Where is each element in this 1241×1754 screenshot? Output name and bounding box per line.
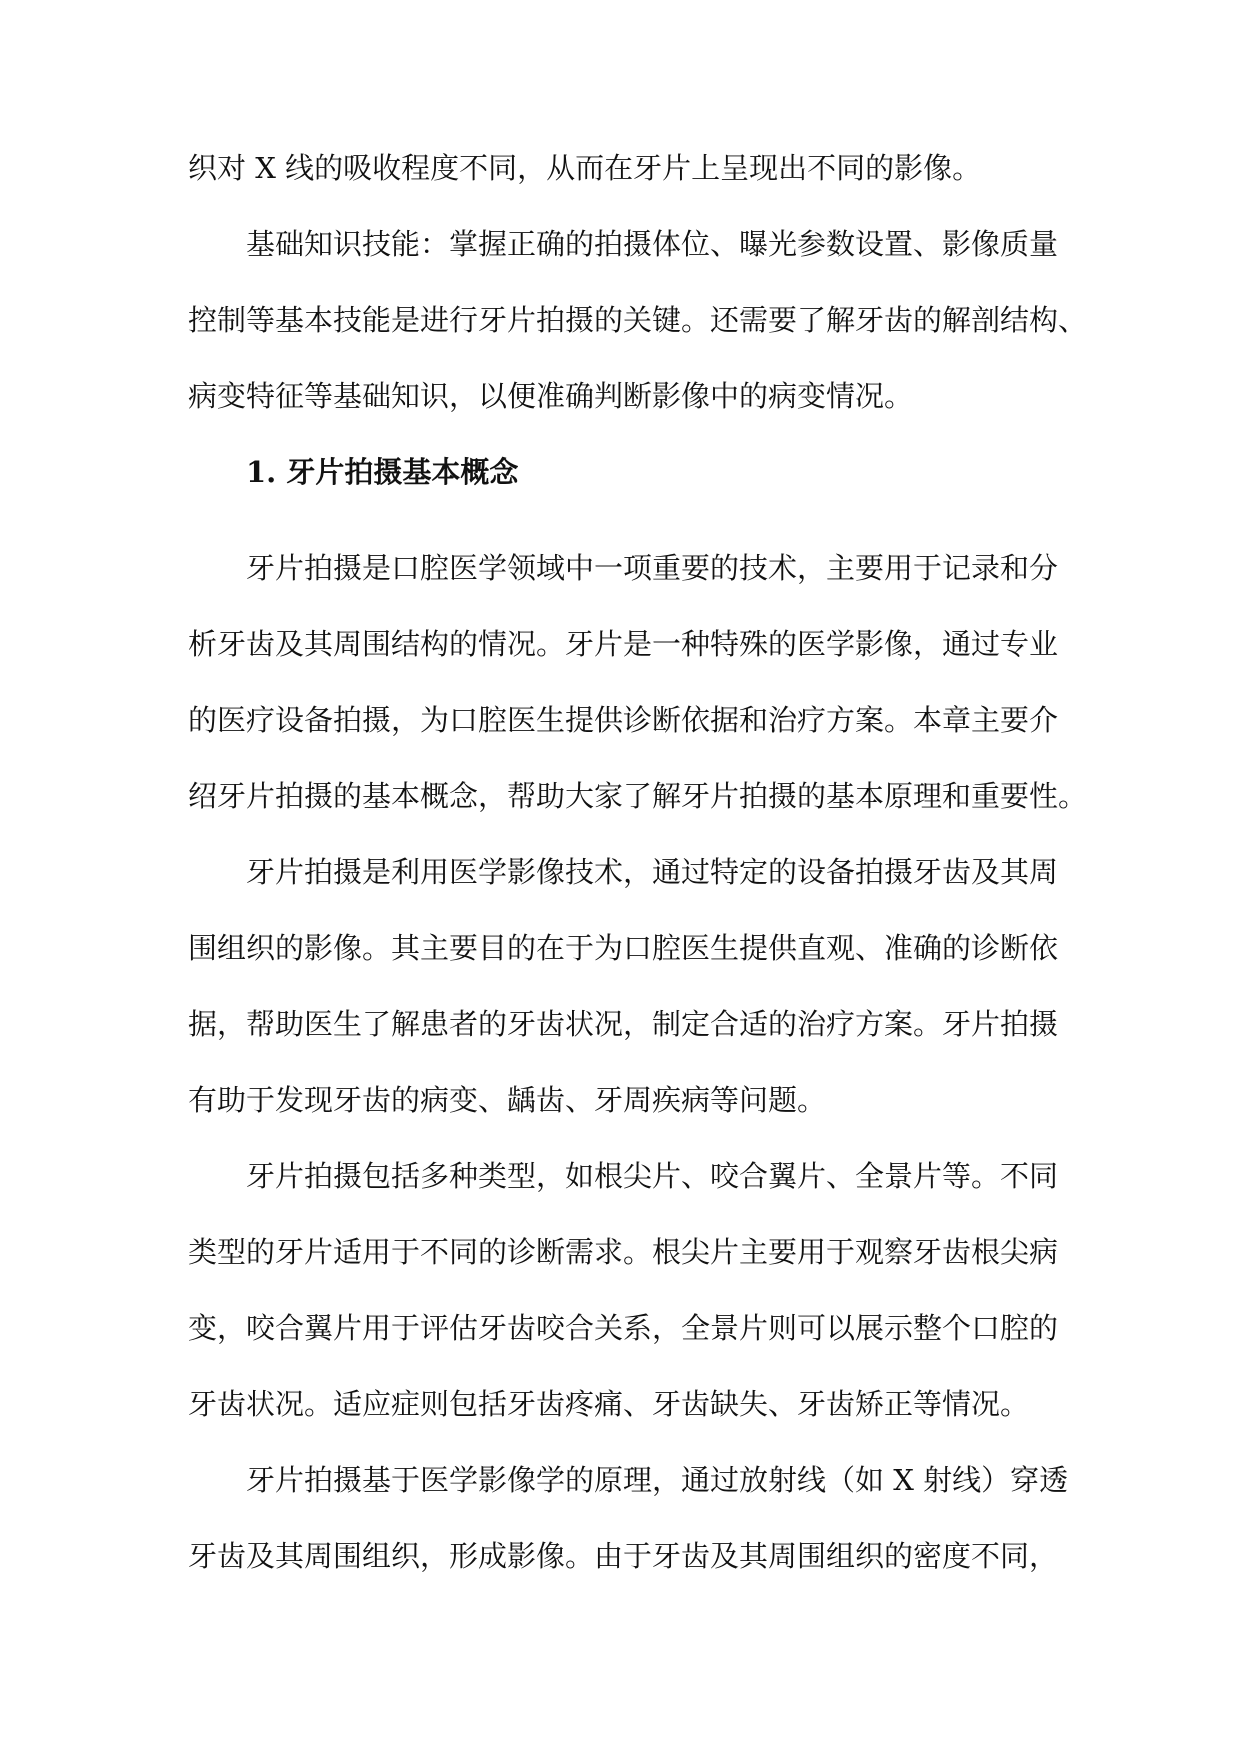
- paragraph-line: 牙片拍摄基于医学影像学的原理，通过放射线（如 X 射线）穿透: [246, 1463, 1069, 1497]
- paragraph-line: 控制等基本技能是进行牙片拍摄的关键。还需要了解牙齿的解剖结构、: [188, 303, 1088, 337]
- paragraph-line: 析牙齿及其周围结构的情况。牙片是一种特殊的医学影像，通过专业: [188, 627, 1059, 661]
- paragraph-line: 据，帮助医生了解患者的牙齿状况，制定合适的治疗方案。牙片拍摄: [188, 1007, 1059, 1041]
- paragraph-line: 牙齿状况。适应症则包括牙齿疼痛、牙齿缺失、牙齿矫正等情况。: [188, 1387, 1030, 1421]
- paragraph-line: 变，咬合翼片用于评估牙齿咬合关系，全景片则可以展示整个口腔的: [188, 1311, 1059, 1345]
- paragraph-line: 绍牙片拍摄的基本概念，帮助大家了解牙片拍摄的基本原理和重要性。: [188, 779, 1088, 813]
- paragraph-line: 有助于发现牙齿的病变、龋齿、牙周疾病等问题。: [188, 1083, 827, 1117]
- paragraph-line: 牙片拍摄包括多种类型，如根尖片、咬合翼片、全景片等。不同: [246, 1159, 1059, 1193]
- paragraph-line: 围组织的影像。其主要目的在于为口腔医生提供直观、准确的诊断依: [188, 931, 1059, 965]
- paragraph-line: 基础知识技能：掌握正确的拍摄体位、曝光参数设置、影像质量: [246, 227, 1059, 261]
- paragraph-line: 牙齿及其周围组织，形成影像。由于牙齿及其周围组织的密度不同，: [188, 1539, 1059, 1573]
- document-body: [188, 146, 1088, 1578]
- paragraph-line: 病变特征等基础知识，以便准确判断影像中的病变情况。: [188, 379, 914, 413]
- paragraph-line: 牙片拍摄是口腔医学领域中一项重要的技术，主要用于记录和分: [246, 551, 1059, 585]
- paragraph-line: 的医疗设备拍摄，为口腔医生提供诊断依据和治疗方案。本章主要介: [188, 703, 1059, 737]
- section-heading: 1. 牙片拍摄基本概念: [246, 455, 519, 489]
- paragraph-line: 类型的牙片适用于不同的诊断需求。根尖片主要用于观察牙齿根尖病: [188, 1235, 1059, 1269]
- paragraph-line: 织对 X 线的吸收程度不同，从而在牙片上呈现出不同的影像。: [188, 151, 982, 185]
- paragraph-line: 牙片拍摄是利用医学影像技术，通过特定的设备拍摄牙齿及其周: [246, 855, 1059, 889]
